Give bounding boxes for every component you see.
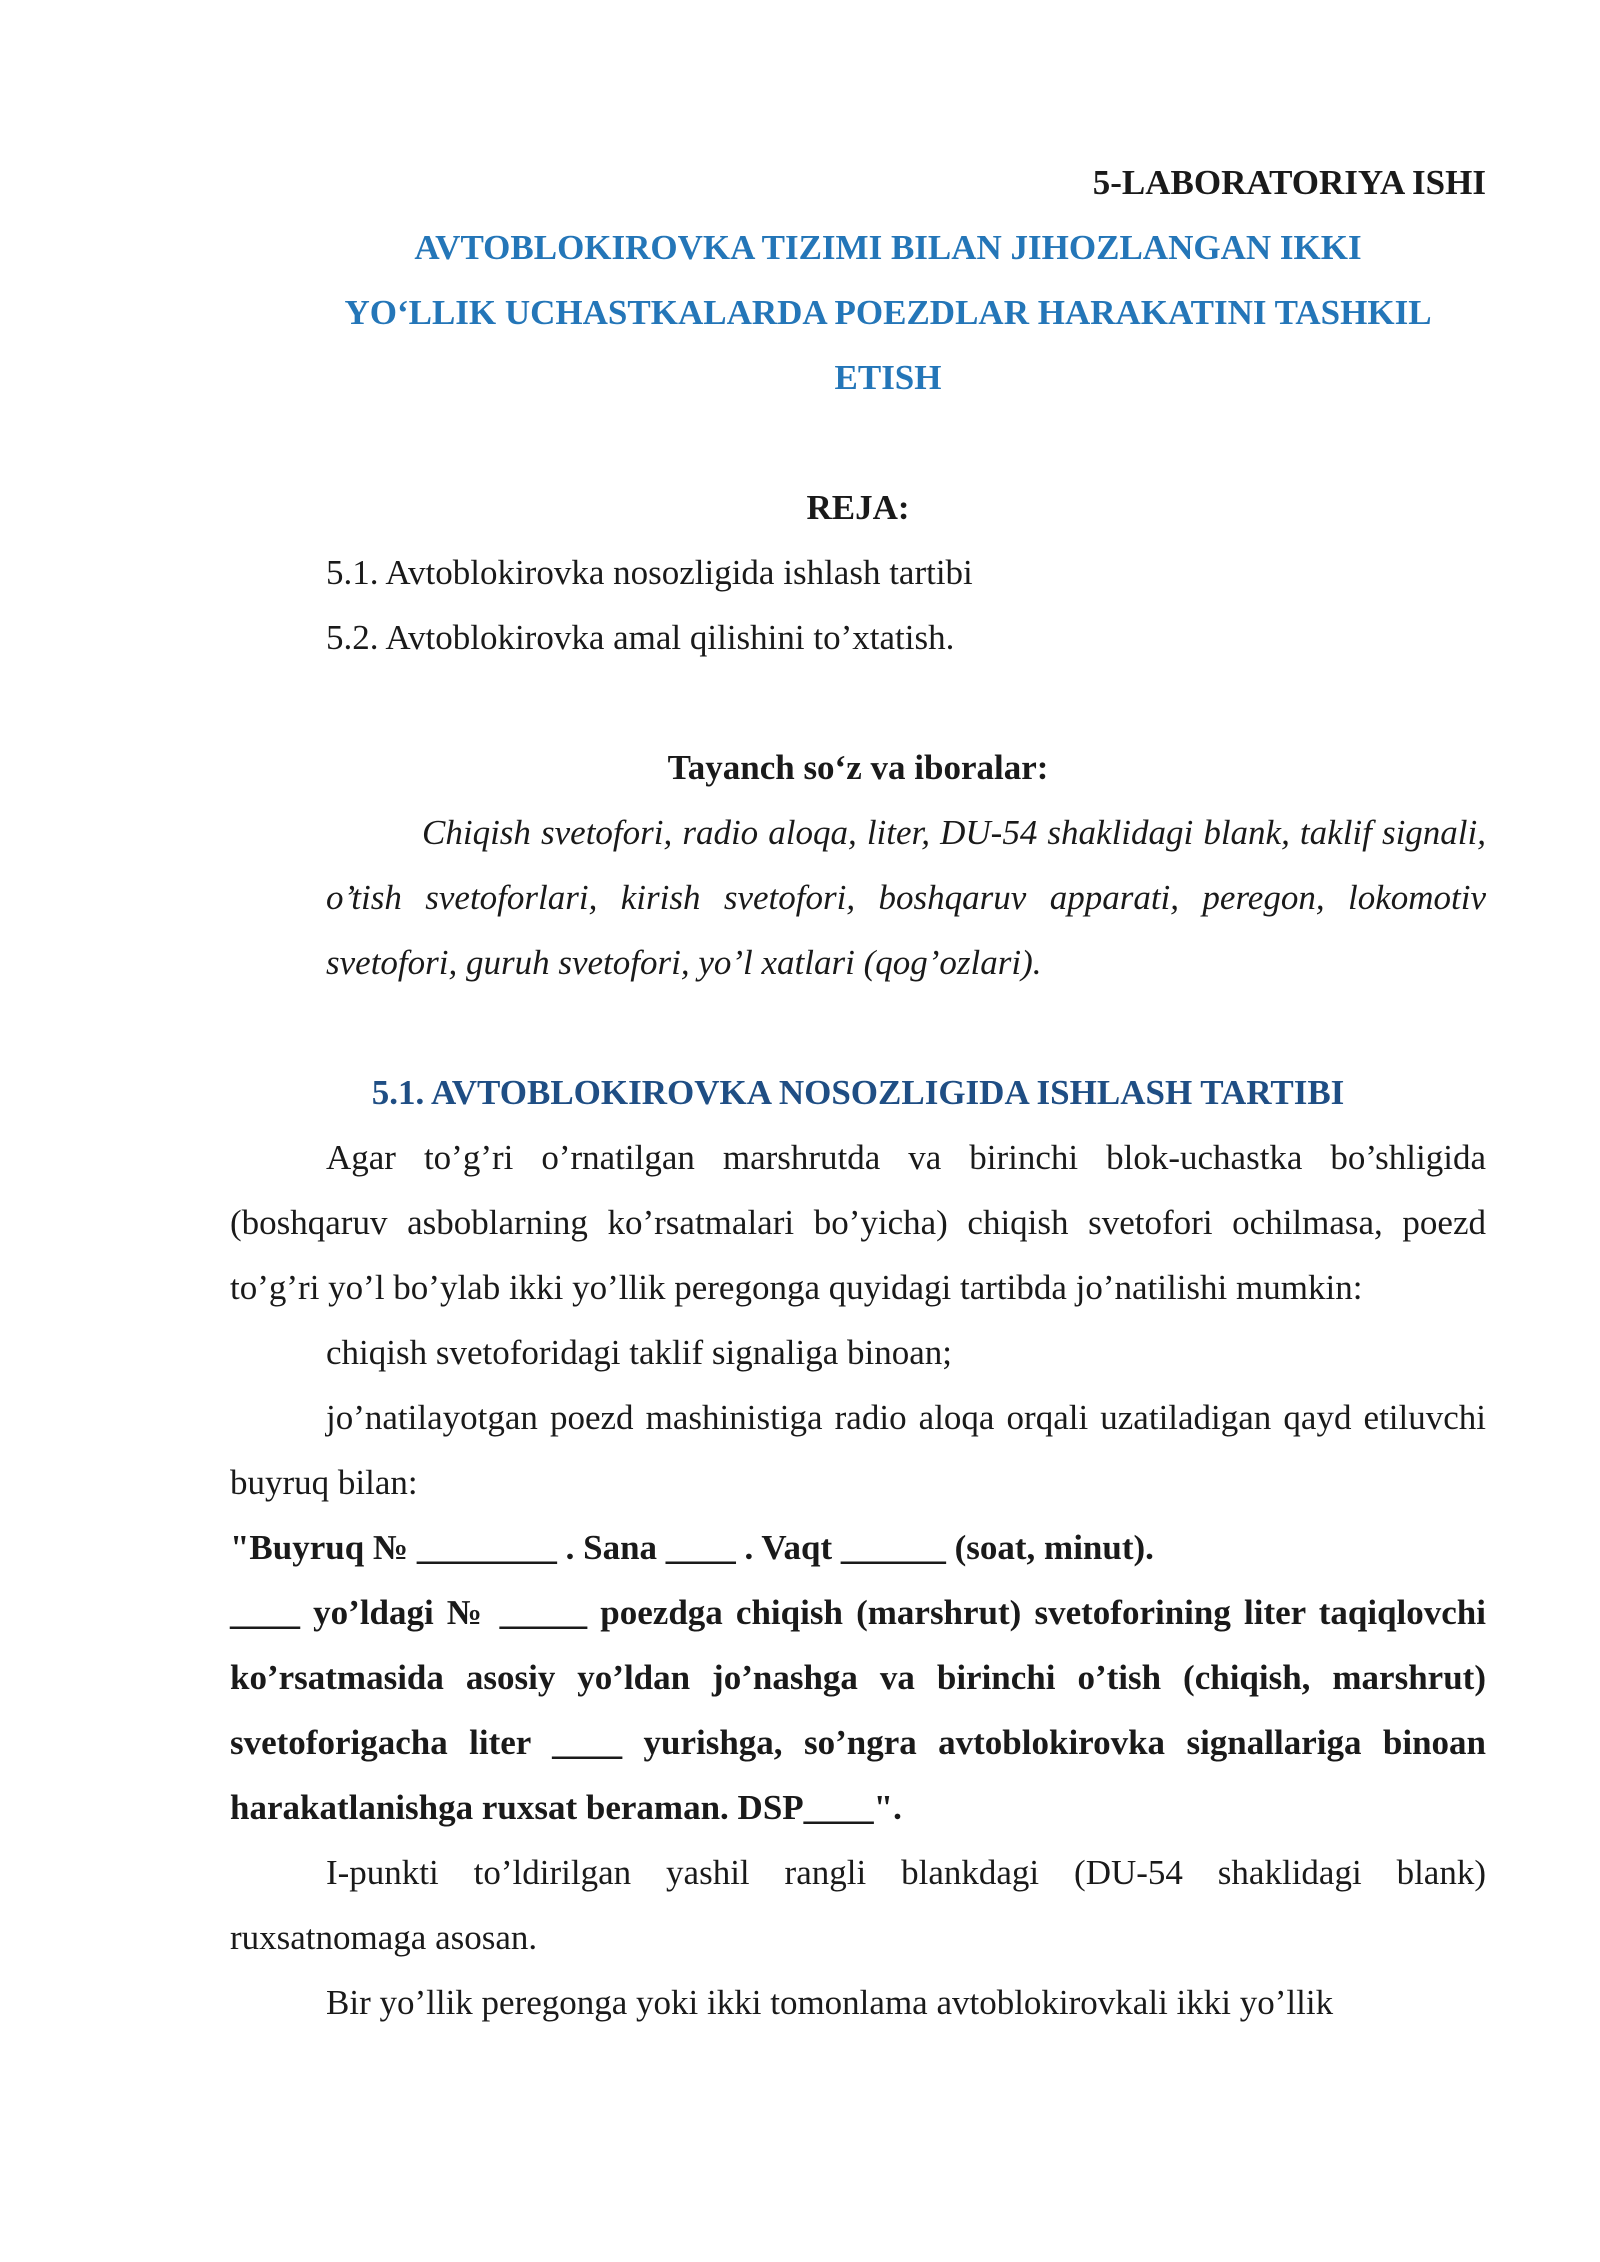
spacer <box>230 410 1486 475</box>
plan-item-1: 5.1. Avtoblokirovka nosozligida ishlash tartibi <box>326 553 973 592</box>
spacer <box>230 995 1486 1060</box>
keywords-block <box>230 800 1486 995</box>
plan-heading: REJA: <box>806 488 910 527</box>
order-text: ____ yo’ldagi № _____ poezdga chiqish (marshrut) svetoforining liter taqiqlovchi ko’rsatmasida asosiy yo’ldan jo’nashga va birinchi o’tish (chiqish, marshrut) svetoforigacha liter ____ yurishga, so’ngra avtoblokirovka signallariga binoan harakatlanishga ruxsat beraman. DSP____". <box>230 1593 1486 1827</box>
paragraph-5: Bir yo’llik peregonga yoki ikki tomonlama avtoblokirovkali ikki yo’llik <box>326 1983 1334 2022</box>
document-content <box>230 150 1486 2035</box>
title-line-2: YO‘LLIK UCHASTKALARDA POEZDLAR HARAKATINI TASHKIL <box>344 293 1432 332</box>
keywords-heading: Tayanch so‘z va iboralar: <box>667 748 1049 787</box>
title-line-1: AVTOBLOKIROVKA TIZIMI BILAN JIHOZLANGAN IKKI <box>414 228 1362 267</box>
keywords-text: Chiqish svetofori, radio aloqa, liter, DU-54 shaklidagi blank, taklif signali, o’tish svetoforlari, kirish svetofori, boshqaruv apparati, peregon, lokomotiv svetofori, guruh svetofori, yo’l xatlari (qog’ozlari). <box>326 813 1486 982</box>
order-line-1: "Buyruq № ________ . Sana ____ . Vaqt ______ (soat, minut). <box>230 1528 1154 1567</box>
paragraph-3: jo’natilayotgan poezd mashinistiga radio aloqa orqali uzatiladigan qayd etiluvchi buyruq bilan: <box>230 1398 1486 1502</box>
plan-item-2: 5.2. Avtoblokirovka amal qilishini to’xtatish. <box>326 618 955 657</box>
order-text-block <box>230 1515 1486 1840</box>
section-heading: 5.1. AVTOBLOKIROVKA NOSOZLIGIDA ISHLASH TARTIBI <box>371 1073 1345 1112</box>
spacer <box>230 670 1486 735</box>
paragraph-2: chiqish svetoforidagi taklif signaliga binoan; <box>326 1333 952 1372</box>
paragraph-4: I-punkti to’ldirilgan yashil rangli blankdagi (DU-54 shaklidagi blank) ruxsatnomaga asosan. <box>230 1853 1486 1957</box>
title-line-3: ETISH <box>834 358 942 397</box>
paragraph-1: Agar to’g’ri o’rnatilgan marshrutda va birinchi blok-uchastka bo’shligida (boshqaruv asboblarning ko’rsatmalari bo’yicha) chiqish svetofori ochilmasa, poezd to’g’ri yo’l bo’ylab ikki yo’llik peregonga quyidagi tartibda jo’natilishi mumkin: <box>230 1138 1486 1307</box>
lab-number: 5-LABORATORIYA ISHI <box>1092 163 1486 202</box>
